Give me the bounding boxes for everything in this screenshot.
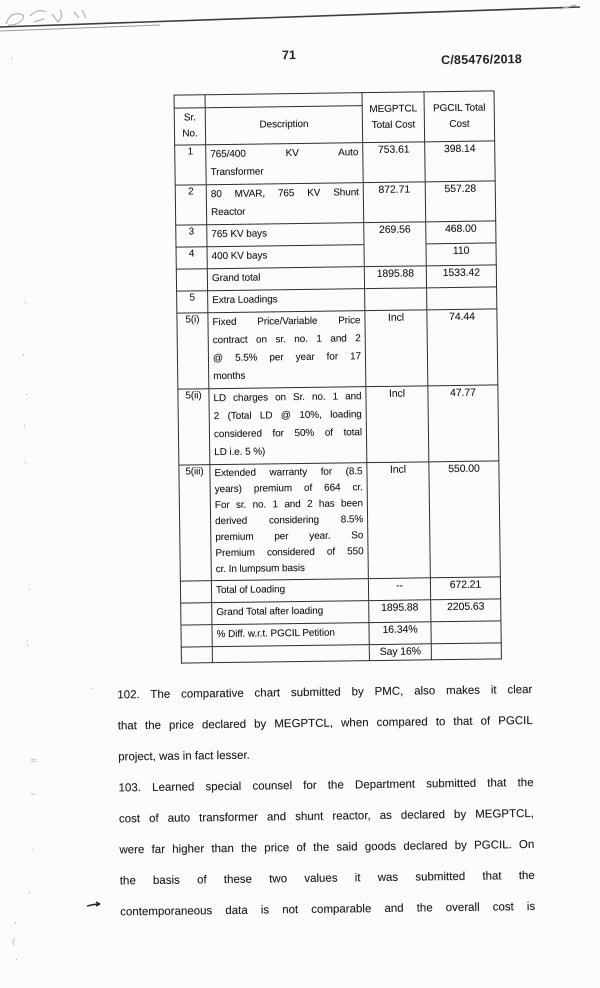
cell-pgcil-cost: 672.21 xyxy=(430,577,500,600)
cell-description xyxy=(207,223,364,247)
description-line: @ 5.5% per year for 17 xyxy=(212,351,362,365)
description-line: Reactor xyxy=(210,206,246,219)
table-row xyxy=(175,181,495,225)
description-line: 400 KV bays xyxy=(211,250,268,263)
description-line: years) premium of 664 cr. xyxy=(214,482,363,496)
cell-sr-no xyxy=(181,625,212,647)
cell-megptcl-cost: Say 16% xyxy=(369,644,431,661)
scan-speck-artifact: . xyxy=(15,953,18,963)
cell-sr-no: 4 xyxy=(176,247,207,269)
description-line: Total of Loading xyxy=(215,584,286,597)
text-line: the basis of these two values it was submitted that the xyxy=(119,869,535,888)
cell-pgcil-cost: 557.28 xyxy=(425,181,496,222)
cell-pgcil-cost: 398.14 xyxy=(425,141,496,182)
description-line: For sr. no. 1 and 2 has been xyxy=(214,498,363,512)
description-line: Extended warranty for (8.5 xyxy=(214,466,363,480)
cost-comparison-table xyxy=(174,90,502,663)
cell-description xyxy=(212,623,369,647)
description-line: 765/400 KV Auto xyxy=(210,147,359,161)
cell-pgcil-cost: 550.00 xyxy=(429,461,501,578)
cell-megptcl-cost: Incl xyxy=(366,386,429,463)
cell-description xyxy=(208,311,366,389)
cell-megptcl-cost: 1895.88 xyxy=(369,600,431,623)
scan-speck-artifact: ; xyxy=(26,638,30,648)
paragraph xyxy=(117,675,533,773)
cell-pgcil-cost: 1533.42 xyxy=(426,265,496,288)
cell-megptcl-cost: 269.56 xyxy=(364,222,427,267)
description-line: premium per year. So xyxy=(215,530,364,544)
page-number: 71 xyxy=(281,48,297,63)
text-line: were far higher than the price of the said goods declared by PGCIL. On xyxy=(119,838,535,857)
scan-speck-artifact: . xyxy=(31,843,34,853)
description-line: contract on sr. no. 1 and 2 xyxy=(212,333,361,347)
scan-speck-artifact: , xyxy=(22,348,25,358)
description-line: considered for 50% of total xyxy=(213,427,363,441)
pen-mark-artifact xyxy=(86,900,106,910)
description-line: Premium considered of 550 xyxy=(215,546,364,560)
cell-sr-no xyxy=(176,269,207,291)
scan-speck-artifact: ' xyxy=(23,424,26,434)
scan-speck-artifact: , xyxy=(14,916,17,926)
scan-speck-artifact: . xyxy=(28,583,31,593)
scan-speck-artifact: = xyxy=(30,756,38,766)
column-header-sr-no: Sr. No. xyxy=(174,108,205,145)
cell-sr-no xyxy=(181,647,212,663)
cell-megptcl-cost: 753.61 xyxy=(363,142,426,183)
table-row xyxy=(175,141,495,185)
description-line: Grand total xyxy=(211,272,261,285)
description-line: Grand Total after loading xyxy=(216,605,324,619)
text-line: that the price declared by MEGPTCL, when compared to that of PGCIL xyxy=(117,714,533,733)
table-row xyxy=(179,461,500,581)
cell-description xyxy=(206,143,364,185)
column-header-megptcl-total-cost: MEGPTCL Total Cost xyxy=(362,92,425,143)
scan-speck-artifact: ' xyxy=(28,891,31,901)
description-line: 765 KV bays xyxy=(211,228,268,241)
scan-speck-artifact: . xyxy=(24,296,27,306)
cell-description xyxy=(210,463,369,581)
cell-megptcl-cost: 16.34% xyxy=(369,622,431,645)
body-text xyxy=(117,675,535,928)
cell-description xyxy=(211,579,368,603)
text-line: 103. Learned special counsel for the Department submitted that the xyxy=(118,776,534,795)
table-row xyxy=(177,309,498,389)
description-line: Transformer xyxy=(210,166,264,179)
text-line: 102. The comparative chart submitted by PMC, also makes it clear xyxy=(117,683,533,702)
description-line: months xyxy=(213,370,246,383)
cell-pgcil-cost: 74.44 xyxy=(427,309,498,386)
cell-description xyxy=(209,387,367,465)
description-line: Extra Loadings xyxy=(212,294,278,307)
cell-pgcil-cost: 110 xyxy=(426,243,496,266)
paragraph xyxy=(118,768,535,928)
cell-megptcl-cost: -- xyxy=(368,578,430,601)
text-line: contemporaneous data is not comparable and the overall cost is xyxy=(120,900,536,919)
text-line: cost of auto transformer and shunt reactor, as declared by MEGPTCL, xyxy=(118,807,535,826)
column-header-pgcil-total-cost: PGCIL Total Cost xyxy=(424,91,495,142)
cell-pgcil-cost xyxy=(431,621,501,644)
cell-pgcil-cost: 2205.63 xyxy=(431,599,501,622)
description-line: 80 MVAR, 765 KV Shunt xyxy=(210,187,359,201)
cell-pgcil-cost: 468.00 xyxy=(426,221,496,244)
cell-sr-no: 2 xyxy=(175,185,207,225)
text-line: project, was in fact lesser. xyxy=(118,749,250,764)
scan-speck-artifact: ~ xyxy=(29,790,37,800)
cell-sr-no xyxy=(181,603,212,625)
scan-speck-artifact: . xyxy=(25,388,28,398)
cell-pgcil-cost: 47.77 xyxy=(428,385,499,462)
scan-speck-artifact: . xyxy=(24,456,27,466)
scan-speck-artifact: . xyxy=(10,52,13,62)
cell-description xyxy=(207,245,364,269)
cell-description xyxy=(206,183,364,225)
cell-sr-no: 5(i) xyxy=(177,313,209,389)
cell-sr-no: 5(iii) xyxy=(179,465,212,581)
cell-description xyxy=(212,645,369,663)
cell-pgcil-cost xyxy=(431,643,501,660)
cell-megptcl-cost: 1895.88 xyxy=(364,266,426,289)
cell-megptcl-cost: Incl xyxy=(365,310,428,387)
description-line: cr. In lumpsum basis xyxy=(215,562,305,576)
description-line: 2 (Total LD @ 10%, loading xyxy=(213,409,362,423)
cell-sr-no xyxy=(180,581,211,603)
description-line: derived considering 8.5% xyxy=(215,514,364,528)
cell-megptcl-cost xyxy=(365,288,427,311)
table-header xyxy=(174,91,495,145)
table-row xyxy=(181,643,501,663)
cell-pgcil-cost xyxy=(427,287,497,310)
cell-description xyxy=(212,601,369,625)
scan-speck-artifact: - xyxy=(91,684,95,694)
case-number: C/85476/2018 xyxy=(440,52,523,68)
cell-megptcl-cost: Incl xyxy=(367,462,431,579)
cell-sr-no: 3 xyxy=(176,225,207,247)
column-header-description: Description xyxy=(205,106,362,145)
cell-description xyxy=(208,289,365,313)
header-strip-cell xyxy=(174,95,205,108)
description-line: Fixed Price/Variable Price xyxy=(212,315,361,329)
description-line: LD charges on Sr. no. 1 and xyxy=(213,391,362,405)
cell-description xyxy=(207,267,364,291)
table-row xyxy=(178,385,499,465)
description-line: % Diff. w.r.t. PGCIL Petition xyxy=(216,627,335,641)
description-line xyxy=(217,646,365,648)
cell-sr-no: 5 xyxy=(177,291,208,313)
scan-speck-artifact: ( xyxy=(12,938,16,948)
cell-sr-no: 1 xyxy=(175,145,207,185)
table-body xyxy=(175,141,502,663)
cell-sr-no: 5(ii) xyxy=(178,389,210,465)
description-line: LD i.e. 5 %) xyxy=(214,446,266,459)
cell-megptcl-cost: 872.71 xyxy=(363,182,426,223)
